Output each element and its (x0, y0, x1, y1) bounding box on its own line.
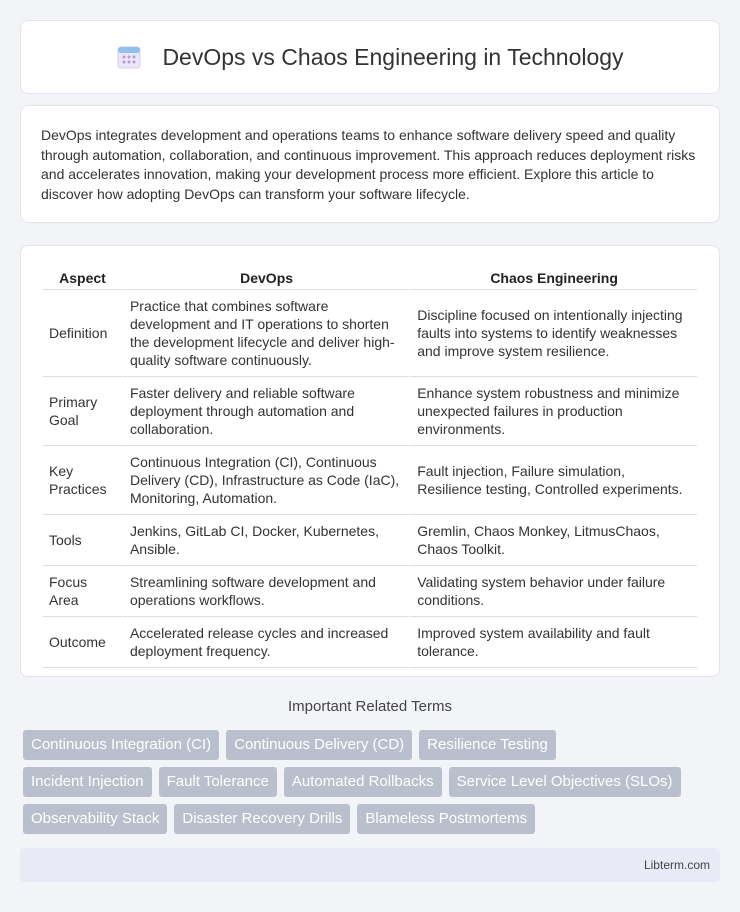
calendar-icon (116, 44, 142, 70)
tag-link[interactable]: Automated Rollbacks (284, 767, 442, 797)
table-row (43, 377, 697, 446)
comparison-table (43, 266, 697, 668)
row-chaos: Gremlin, Chaos Monkey, LitmusChaos, Chaos Toolkit. (409, 515, 697, 566)
row-chaos: Fault injection, Failure simulation, Resilience testing, Controlled experiments. (409, 446, 697, 515)
row-aspect: Tools (43, 515, 122, 566)
intro-card (20, 105, 720, 223)
tag-row (23, 804, 723, 834)
related-terms-title: Important Related Terms (288, 698, 452, 715)
row-chaos: Enhance system robustness and minimize unexpected failures in production environments. (409, 377, 697, 446)
tag-link[interactable]: Observability Stack (23, 804, 167, 834)
title-card (20, 20, 720, 94)
tag-link[interactable]: Disaster Recovery Drills (174, 804, 350, 834)
row-devops: Faster delivery and reliable software deployment through automation and collaboration. (122, 377, 409, 446)
tag-link[interactable]: Fault Tolerance (159, 767, 277, 797)
row-chaos: Validating system behavior under failure conditions. (409, 566, 697, 617)
related-terms (23, 730, 723, 841)
row-aspect: Primary Goal (43, 377, 122, 446)
intro-text: DevOps integrates development and operations teams to enhance software delivery speed and quality through automation, collaboration, and continuous improvement. This approach reduces deployment risks and accelerates innovation, making your development process more efficient. Explore this article to discover how adopting DevOps can transform your software lifecycle. (41, 127, 696, 202)
row-devops: Continuous Integration (CI), Continuous Delivery (CD), Infrastructure as Code (IaC), Monitoring, Automation. (122, 446, 409, 515)
tag-link[interactable]: Blameless Postmortems (357, 804, 535, 834)
row-chaos: Discipline focused on intentionally injecting faults into systems to identify weaknesses and improve system resilience. (409, 290, 697, 377)
tag-row (23, 730, 723, 760)
tag-link[interactable]: Resilience Testing (419, 730, 556, 760)
footer (20, 848, 720, 882)
comparison-card (20, 245, 720, 677)
row-devops: Practice that combines software development and IT operations to shorten the development lifecycle and deliver high-quality software continuously. (122, 290, 409, 377)
tag-link[interactable]: Continuous Integration (CI) (23, 730, 219, 760)
tag-link[interactable]: Service Level Objectives (SLOs) (449, 767, 681, 797)
row-aspect: Outcome (43, 617, 122, 668)
page-title: DevOps vs Chaos Engineering in Technology (162, 43, 624, 70)
footer-brand-link[interactable]: Libterm.com (643, 858, 710, 872)
header-chaos: Chaos Engineering (409, 266, 697, 290)
tag-link[interactable]: Continuous Delivery (CD) (226, 730, 412, 760)
row-devops: Accelerated release cycles and increased deployment frequency. (122, 617, 409, 668)
table-row (43, 515, 697, 566)
row-devops: Jenkins, GitLab CI, Docker, Kubernetes, Ansible. (122, 515, 409, 566)
table-row (43, 617, 697, 668)
header-aspect: Aspect (43, 266, 122, 290)
tag-row (23, 767, 723, 797)
table-row (43, 446, 697, 515)
table-row (43, 290, 697, 377)
row-chaos: Improved system availability and fault tolerance. (409, 617, 697, 668)
row-aspect: Key Practices (43, 446, 122, 515)
header-devops: DevOps (122, 266, 409, 290)
tag-link[interactable]: Incident Injection (23, 767, 152, 797)
row-aspect: Definition (43, 290, 122, 377)
row-devops: Streamlining software development and operations workflows. (122, 566, 409, 617)
row-aspect: Focus Area (43, 566, 122, 617)
table-row (43, 566, 697, 617)
table-header-row (43, 266, 697, 290)
